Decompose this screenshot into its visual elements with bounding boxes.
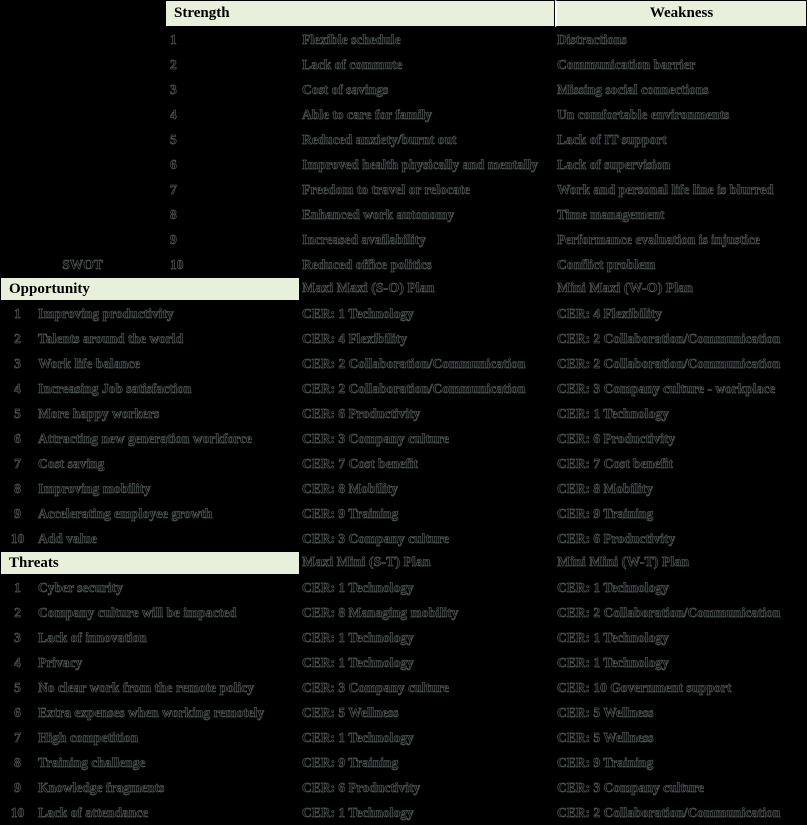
strength-cell: Freedom to travel or relocate — [302, 181, 470, 197]
row-number: 9 — [14, 505, 21, 521]
row-number: 3 — [170, 81, 177, 97]
row-number: 6 — [170, 156, 177, 172]
table-row — [0, 476, 807, 501]
table-row — [0, 401, 807, 426]
table-row — [0, 227, 807, 252]
plan-cell-right: CER: 7 Cost benefit — [557, 455, 673, 471]
item-description-cell: Company culture will be impacted — [38, 604, 237, 620]
table-row — [0, 725, 807, 750]
plan-cell-left: CER: 1 Technology — [302, 729, 414, 745]
plan-cell-right: CER: 5 Wellness — [557, 729, 654, 745]
item-description-cell: Talents around the world — [38, 330, 184, 346]
plan-cell-left: CER: 9 Training — [302, 754, 399, 770]
strength-cell: Cost of savings — [302, 81, 389, 97]
plan-cell-left: CER: 7 Cost benefit — [302, 455, 418, 471]
table-row — [0, 202, 807, 227]
plan-cell-left: CER: 3 Company culture — [302, 530, 450, 546]
plan-cell-right: CER: 9 Training — [557, 754, 654, 770]
row-number: 7 — [170, 181, 177, 197]
item-description-cell: Increasing Job satisfaction — [38, 380, 192, 396]
plan-cell-right: CER: 10 Government support — [557, 679, 732, 695]
row-number: 2 — [170, 56, 177, 72]
row-number: 7 — [14, 729, 21, 745]
table-row — [0, 326, 807, 351]
item-description-cell: Lack of innovation — [38, 629, 147, 645]
plan-cell-left: CER: 3 Company culture — [302, 679, 450, 695]
table-row — [0, 600, 807, 625]
threats-title: Threats — [0, 551, 300, 575]
plan-cell-left: CER: 1 Technology — [302, 804, 414, 820]
item-description-cell: Work life balance — [38, 355, 140, 371]
plan-cell-left: CER: 8 Mobility — [302, 480, 398, 496]
plan-cell-left: CER: 6 Productivity — [302, 779, 421, 795]
plan-cell-left: CER: 5 Wellness — [302, 704, 399, 720]
item-description-cell: Extra expenses when working remotely — [38, 704, 265, 720]
plan-cell-right: CER: 6 Productivity — [557, 530, 676, 546]
plan-cell-right: CER: 3 Company culture - workplace — [557, 380, 776, 396]
plan-cell-left: CER: 1 Technology — [302, 579, 414, 595]
plan-cell-right: CER: 8 Mobility — [557, 480, 653, 496]
opportunity-banner-row — [0, 277, 807, 301]
plan-cell-left: CER: 3 Company culture — [302, 430, 450, 446]
table-row — [0, 376, 807, 401]
strength-cell: Reduced anxiety/burnt out — [302, 131, 457, 147]
st-plan-header: Maxi Mini (S-T) Plan — [302, 555, 431, 570]
table-row — [0, 152, 807, 177]
row-number: 8 — [170, 206, 177, 222]
row-number: 2 — [14, 330, 21, 346]
plan-cell-left: CER: 1 Technology — [302, 305, 414, 321]
plan-cell-right: CER: 2 Collaboration/Communication — [557, 804, 781, 820]
item-description-cell: High competition — [38, 729, 139, 745]
table-row — [0, 800, 807, 825]
row-number: 5 — [170, 131, 177, 147]
weakness-cell: Lack of IT support — [557, 131, 667, 147]
table-row — [0, 775, 807, 800]
row-number: 4 — [14, 380, 21, 396]
row-number: 6 — [14, 430, 21, 446]
row-number: 4 — [170, 106, 177, 122]
header-blank-cell — [0, 0, 165, 27]
row-number: 7 — [14, 455, 21, 471]
strength-header: Strength — [165, 0, 555, 27]
item-description-cell: More happy workers — [38, 405, 160, 421]
threats-section — [0, 575, 807, 825]
plan-cell-left: CER: 9 Training — [302, 505, 399, 521]
weakness-cell: Un comfortable environments — [557, 106, 730, 122]
item-description-cell: Knowledge fragments — [38, 779, 165, 795]
row-number: 10 — [170, 256, 184, 272]
plan-cell-right: CER: 1 Technology — [557, 405, 669, 421]
strength-cell: Increased availability — [302, 231, 426, 247]
row-number: 6 — [14, 704, 21, 720]
item-description-cell: Improving mobility — [38, 480, 151, 496]
item-description-cell: Lack of attendance — [38, 804, 149, 820]
row-number: 10 — [10, 530, 25, 546]
threats-banner-row — [0, 551, 807, 575]
row-number: 10 — [10, 804, 25, 820]
strength-cell: Lack of commute — [302, 56, 403, 72]
strength-cell: Reduced office politics — [302, 256, 432, 272]
plan-cell-right: CER: 2 Collaboration/Communication — [557, 355, 781, 371]
item-description-cell: Cost saving — [38, 455, 105, 471]
weakness-cell: Distractions — [557, 31, 627, 47]
weakness-cell: Time management — [557, 206, 665, 222]
table-row — [0, 526, 807, 551]
table-row — [0, 575, 807, 600]
row-number: 5 — [14, 405, 21, 421]
table-row — [0, 102, 807, 127]
swot-label-cell — [0, 257, 165, 273]
strength-cell: Improved health physically and mentally — [302, 156, 539, 172]
opportunity-title: Opportunity — [0, 277, 300, 301]
row-number: 2 — [14, 604, 21, 620]
plan-cell-right: CER: 4 Flexibility — [557, 305, 662, 321]
item-description-cell: Accelerating employee growth — [38, 505, 213, 521]
item-description-cell: No clear work from the remote policy — [38, 679, 254, 695]
weakness-cell: Lack of supervision — [557, 156, 671, 172]
plan-cell-right: CER: 1 Technology — [557, 629, 669, 645]
table-row — [0, 451, 807, 476]
table-header-row — [0, 0, 807, 27]
row-number: 3 — [14, 355, 21, 371]
plan-cell-right: CER: 1 Technology — [557, 654, 669, 670]
plan-cell-left: CER: 2 Collaboration/Communication — [302, 380, 526, 396]
swot-label: SWOT — [62, 256, 103, 272]
table-row — [0, 675, 807, 700]
table-row — [0, 650, 807, 675]
row-number: 3 — [14, 629, 21, 645]
item-description-cell: Improving productivity — [38, 305, 174, 321]
item-description-cell: Privacy — [38, 654, 83, 670]
weakness-cell: Conflict problem — [557, 256, 656, 272]
table-row — [0, 52, 807, 77]
plan-cell-left: CER: 1 Technology — [302, 629, 414, 645]
plan-cell-left: CER: 8 Managing mobility — [302, 604, 459, 620]
table-row — [0, 252, 807, 277]
weakness-cell: Work and personal life line is blurred — [557, 181, 774, 197]
weakness-cell: Missing social connections — [557, 81, 709, 97]
weakness-header: Weakness — [555, 0, 807, 27]
table-row — [0, 625, 807, 650]
row-number: 8 — [14, 754, 21, 770]
table-row — [0, 351, 807, 376]
table-row — [0, 177, 807, 202]
weakness-cell: Communication barrier — [557, 56, 696, 72]
table-row — [0, 700, 807, 725]
row-number: 5 — [14, 679, 21, 695]
wt-plan-header: Mini Mini (W-T) Plan — [557, 555, 690, 570]
table-row — [0, 301, 807, 326]
strength-weakness-section — [0, 27, 807, 277]
plan-cell-right: CER: 2 Collaboration/Communication — [557, 604, 781, 620]
plan-cell-left: CER: 2 Collaboration/Communication — [302, 355, 526, 371]
plan-cell-left: CER: 1 Technology — [302, 654, 414, 670]
table-row — [0, 750, 807, 775]
strength-cell: Able to care for family — [302, 106, 432, 122]
plan-cell-left: CER: 4 Flexibility — [302, 330, 407, 346]
opportunity-section — [0, 301, 807, 551]
row-number: 4 — [14, 654, 21, 670]
table-row — [0, 27, 807, 52]
table-row — [0, 501, 807, 526]
strength-cell: Flexible schedule — [302, 31, 401, 47]
item-description-cell: Add value — [38, 530, 97, 546]
plan-cell-right: CER: 9 Training — [557, 505, 654, 521]
table-row — [0, 426, 807, 451]
wo-plan-header: Mini Maxi (W-O) Plan — [557, 281, 693, 296]
table-row — [0, 77, 807, 102]
row-number: 1 — [14, 305, 21, 321]
plan-cell-right: CER: 1 Technology — [557, 579, 669, 595]
plan-cell-right: CER: 2 Collaboration/Communication — [557, 330, 781, 346]
row-number: 9 — [14, 779, 21, 795]
plan-cell-left: CER: 6 Productivity — [302, 405, 421, 421]
item-description-cell: Cyber security — [38, 579, 123, 595]
item-description-cell: Training challenge — [38, 754, 146, 770]
row-number: 1 — [170, 31, 177, 47]
strength-cell: Enhanced work autonomy — [302, 206, 455, 222]
plan-cell-right: CER: 3 Company culture — [557, 779, 705, 795]
row-number: 9 — [170, 231, 177, 247]
plan-cell-right: CER: 6 Productivity — [557, 430, 676, 446]
weakness-cell: Performance evaluation is injustice — [557, 231, 760, 247]
table-row — [0, 127, 807, 152]
row-number: 1 — [14, 579, 21, 595]
row-number: 8 — [14, 480, 21, 496]
item-description-cell: Attracting new generation workforce — [38, 430, 252, 446]
so-plan-header: Maxi Maxi (S-O) Plan — [302, 281, 435, 296]
plan-cell-right: CER: 5 Wellness — [557, 704, 654, 720]
